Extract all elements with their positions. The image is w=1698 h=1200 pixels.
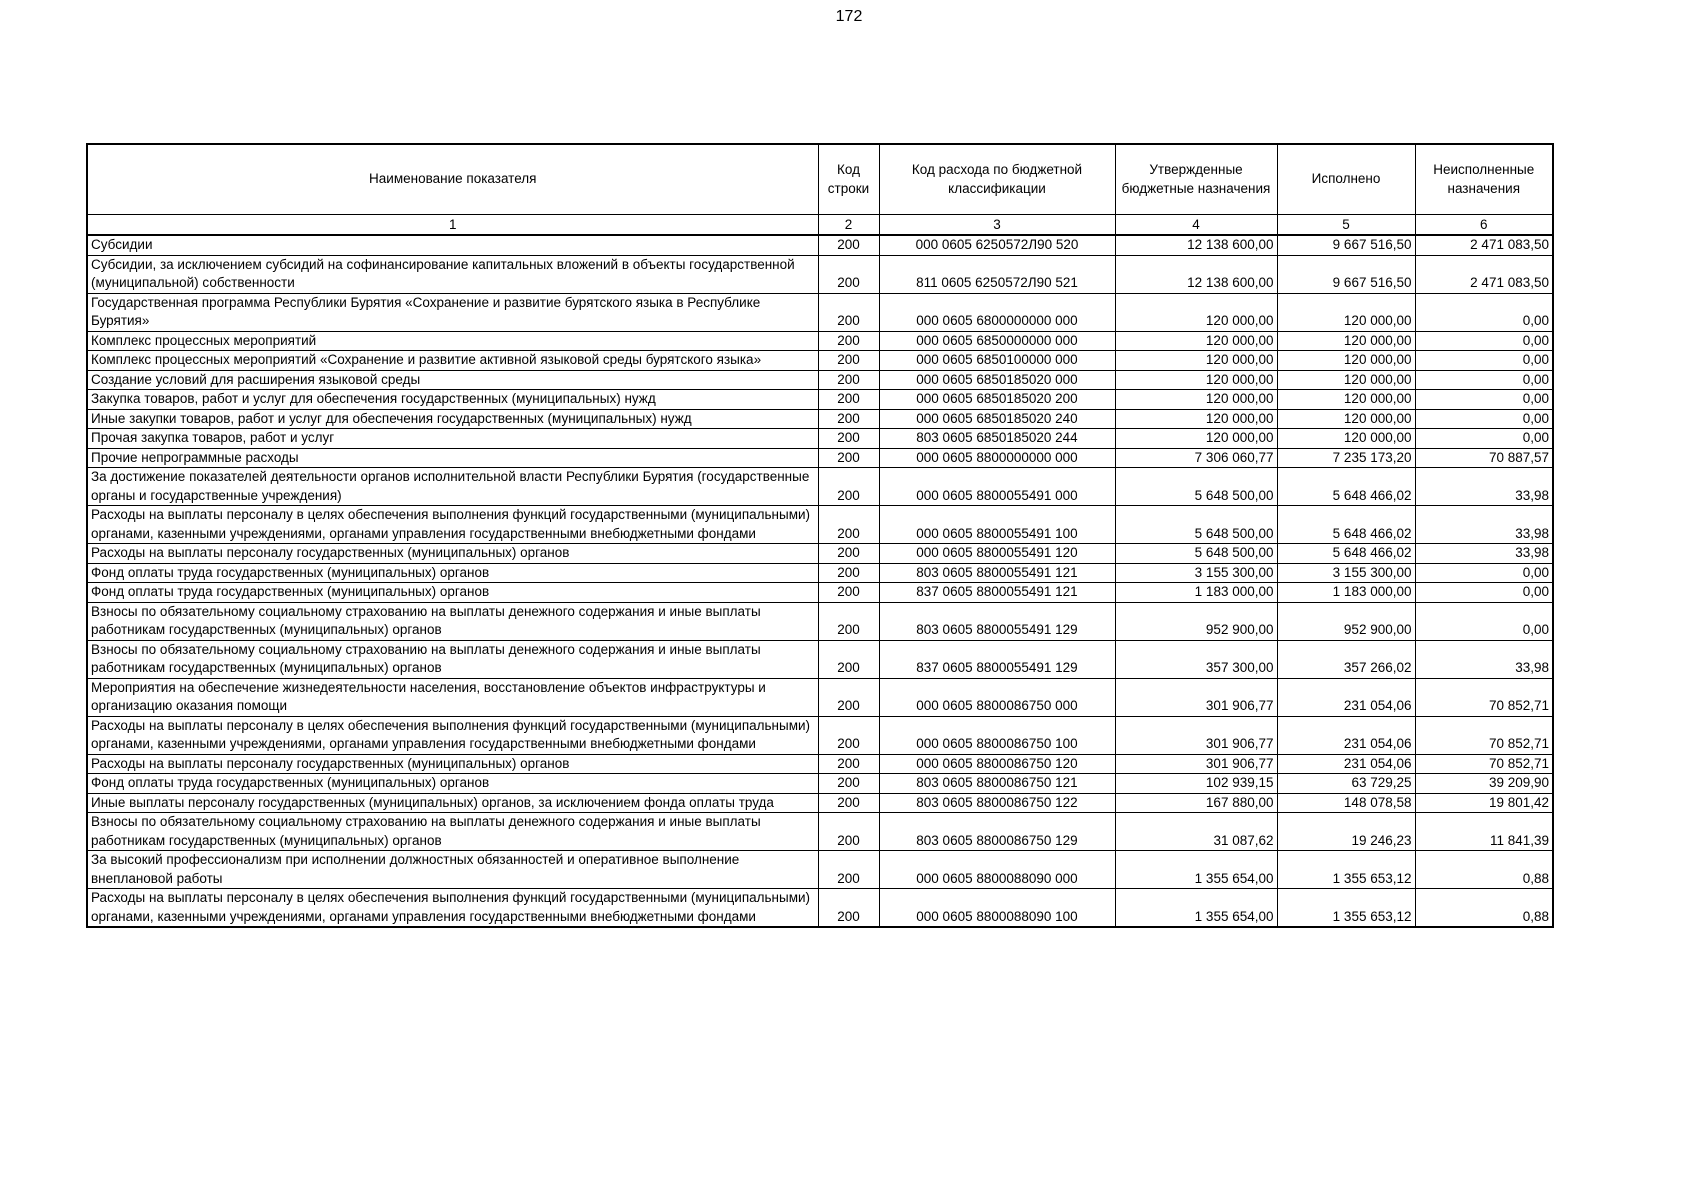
- indicator-name: Мероприятия на обеспечение жизнедеятельности населения, восстановление объектов инфраструктуры и организацию оказания помощи: [87, 678, 818, 716]
- unexecuted-amount: 11 841,39: [1415, 813, 1553, 851]
- executed-amount: 19 246,23: [1277, 813, 1415, 851]
- table-row: [87, 793, 1553, 813]
- unexecuted-amount: 0,00: [1415, 583, 1553, 603]
- header-budget-classification: Код расхода по бюджетной классификации: [879, 144, 1115, 215]
- budget-classification-code: 000 0605 6800000000 000: [879, 293, 1115, 331]
- indicator-name: Расходы на выплаты персоналу в целях обеспечения выполнения функций государственными (муниципальными) органами, казенными учреждениями, органами управления государственными внебюджетными фондами: [87, 716, 818, 754]
- table-row: [87, 813, 1553, 851]
- table-row: [87, 429, 1553, 449]
- budget-classification-code: 000 0605 8800055491 120: [879, 544, 1115, 564]
- table-row: [87, 409, 1553, 429]
- indicator-name: Расходы на выплаты персоналу в целях обеспечения выполнения функций государственными (муниципальными) органами, казенными учреждениями, органами управления государственными внебюджетными фондами: [87, 506, 818, 544]
- header-unexecuted: Неисполненные назначения: [1415, 144, 1553, 215]
- table-row: [87, 370, 1553, 390]
- budget-classification-code: 000 0605 8800086750 100: [879, 716, 1115, 754]
- approved-amount: 357 300,00: [1115, 640, 1277, 678]
- column-number-row: [87, 215, 1553, 236]
- indicator-name: За высокий профессионализм при исполнении должностных обязанностей и оперативное выполнение внеплановой работы: [87, 851, 818, 889]
- approved-amount: 167 880,00: [1115, 793, 1277, 813]
- unexecuted-amount: 2 471 083,50: [1415, 235, 1553, 255]
- table-row: [87, 506, 1553, 544]
- header-approved: Утвержденные бюджетные назначения: [1115, 144, 1277, 215]
- unexecuted-amount: 0,00: [1415, 293, 1553, 331]
- row-code: 200: [818, 563, 879, 583]
- indicator-name: Субсидии, за исключением субсидий на софинансирование капитальных вложений в объекты государственной (муниципальной) собственности: [87, 255, 818, 293]
- unexecuted-amount: 70 852,71: [1415, 754, 1553, 774]
- row-code: 200: [818, 813, 879, 851]
- row-code: 200: [818, 255, 879, 293]
- executed-amount: 120 000,00: [1277, 331, 1415, 351]
- unexecuted-amount: 2 471 083,50: [1415, 255, 1553, 293]
- table-row: [87, 255, 1553, 293]
- budget-classification-code: 000 0605 8800000000 000: [879, 448, 1115, 468]
- table-row: [87, 468, 1553, 506]
- budget-classification-code: 000 0605 8800055491 000: [879, 468, 1115, 506]
- indicator-name: Иные выплаты персоналу государственных (муниципальных) органов, за исключением фонда оплаты труда: [87, 793, 818, 813]
- executed-amount: 148 078,58: [1277, 793, 1415, 813]
- indicator-name: Фонд оплаты труда государственных (муниципальных) органов: [87, 583, 818, 603]
- unexecuted-amount: 70 887,57: [1415, 448, 1553, 468]
- header-indicator-name: Наименование показателя: [87, 144, 818, 215]
- budget-classification-code: 803 0605 8800086750 129: [879, 813, 1115, 851]
- header-executed: Исполнено: [1277, 144, 1415, 215]
- unexecuted-amount: 0,00: [1415, 351, 1553, 371]
- unexecuted-amount: 70 852,71: [1415, 716, 1553, 754]
- column-number: 4: [1115, 215, 1277, 236]
- indicator-name: Расходы на выплаты персоналу в целях обеспечения выполнения функций государственными (муниципальными) органами, казенными учреждениями, органами управления государственными внебюджетными фондами: [87, 889, 818, 928]
- table-row: [87, 716, 1553, 754]
- executed-amount: 5 648 466,02: [1277, 544, 1415, 564]
- executed-amount: 231 054,06: [1277, 716, 1415, 754]
- budget-classification-code: 000 0605 8800088090 100: [879, 889, 1115, 928]
- indicator-name: Взносы по обязательному социальному страхованию на выплаты денежного содержания и иные выплаты работникам государственных (муниципальных) органов: [87, 813, 818, 851]
- indicator-name: Субсидии: [87, 235, 818, 255]
- executed-amount: 3 155 300,00: [1277, 563, 1415, 583]
- table-row: [87, 351, 1553, 371]
- approved-amount: 12 138 600,00: [1115, 255, 1277, 293]
- executed-amount: 1 355 653,12: [1277, 851, 1415, 889]
- budget-execution-table: [86, 143, 1554, 928]
- unexecuted-amount: 70 852,71: [1415, 678, 1553, 716]
- approved-amount: 120 000,00: [1115, 331, 1277, 351]
- table-row: [87, 390, 1553, 410]
- indicator-name: Прочая закупка товаров, работ и услуг: [87, 429, 818, 449]
- unexecuted-amount: 0,00: [1415, 429, 1553, 449]
- approved-amount: 12 138 600,00: [1115, 235, 1277, 255]
- indicator-name: Взносы по обязательному социальному страхованию на выплаты денежного содержания и иные выплаты работникам государственных (муниципальных) органов: [87, 640, 818, 678]
- row-code: 200: [818, 448, 879, 468]
- row-code: 200: [818, 602, 879, 640]
- executed-amount: 231 054,06: [1277, 678, 1415, 716]
- row-code: 200: [818, 370, 879, 390]
- approved-amount: 120 000,00: [1115, 293, 1277, 331]
- budget-classification-code: 803 0605 8800055491 121: [879, 563, 1115, 583]
- indicator-name: Прочие непрограммные расходы: [87, 448, 818, 468]
- approved-amount: 301 906,77: [1115, 754, 1277, 774]
- executed-amount: 120 000,00: [1277, 409, 1415, 429]
- table-header-row: [87, 144, 1553, 215]
- approved-amount: 5 648 500,00: [1115, 544, 1277, 564]
- indicator-name: За достижение показателей деятельности органов исполнительной власти Республики Бурятия (государственные органы и государственные учреждения): [87, 468, 818, 506]
- column-number: 5: [1277, 215, 1415, 236]
- row-code: 200: [818, 774, 879, 794]
- approved-amount: 5 648 500,00: [1115, 468, 1277, 506]
- indicator-name: Взносы по обязательному социальному страхованию на выплаты денежного содержания и иные выплаты работникам государственных (муниципальных) органов: [87, 602, 818, 640]
- row-code: 200: [818, 889, 879, 928]
- row-code: 200: [818, 390, 879, 410]
- budget-classification-code: 000 0605 6850100000 000: [879, 351, 1115, 371]
- approved-amount: 1 355 654,00: [1115, 889, 1277, 928]
- executed-amount: 120 000,00: [1277, 351, 1415, 371]
- budget-classification-code: 000 0605 6850185020 200: [879, 390, 1115, 410]
- table-row: [87, 640, 1553, 678]
- page-number: 172: [835, 8, 863, 25]
- executed-amount: 120 000,00: [1277, 370, 1415, 390]
- approved-amount: 952 900,00: [1115, 602, 1277, 640]
- executed-amount: 63 729,25: [1277, 774, 1415, 794]
- row-code: 200: [818, 583, 879, 603]
- approved-amount: 301 906,77: [1115, 716, 1277, 754]
- table-row: [87, 889, 1553, 928]
- row-code: 200: [818, 506, 879, 544]
- budget-classification-code: 803 0605 8800055491 129: [879, 602, 1115, 640]
- row-code: 200: [818, 640, 879, 678]
- table-row: [87, 678, 1553, 716]
- approved-amount: 1 183 000,00: [1115, 583, 1277, 603]
- executed-amount: 1 183 000,00: [1277, 583, 1415, 603]
- unexecuted-amount: 0,88: [1415, 889, 1553, 928]
- approved-amount: 31 087,62: [1115, 813, 1277, 851]
- executed-amount: 231 054,06: [1277, 754, 1415, 774]
- unexecuted-amount: 0,00: [1415, 563, 1553, 583]
- approved-amount: 301 906,77: [1115, 678, 1277, 716]
- unexecuted-amount: 0,00: [1415, 331, 1553, 351]
- indicator-name: Государственная программа Республики Бурятия «Сохранение и развитие бурятского языка в Республике Бурятия»: [87, 293, 818, 331]
- table-row: [87, 602, 1553, 640]
- approved-amount: 7 306 060,77: [1115, 448, 1277, 468]
- table-body: [87, 235, 1553, 927]
- unexecuted-amount: 0,00: [1415, 390, 1553, 410]
- approved-amount: 3 155 300,00: [1115, 563, 1277, 583]
- header-row-code: Код строки: [818, 144, 879, 215]
- indicator-name: Создание условий для расширения языковой среды: [87, 370, 818, 390]
- indicator-name: Иные закупки товаров, работ и услуг для обеспечения государственных (муниципальных) нужд: [87, 409, 818, 429]
- unexecuted-amount: 33,98: [1415, 468, 1553, 506]
- executed-amount: 5 648 466,02: [1277, 506, 1415, 544]
- row-code: 200: [818, 468, 879, 506]
- executed-amount: 357 266,02: [1277, 640, 1415, 678]
- table-row: [87, 851, 1553, 889]
- budget-classification-code: 000 0605 8800088090 000: [879, 851, 1115, 889]
- budget-classification-code: 811 0605 6250572Л90 521: [879, 255, 1115, 293]
- table-row: [87, 544, 1553, 564]
- approved-amount: 1 355 654,00: [1115, 851, 1277, 889]
- budget-classification-code: 000 0605 6250572Л90 520: [879, 235, 1115, 255]
- executed-amount: 7 235 173,20: [1277, 448, 1415, 468]
- column-number: 3: [879, 215, 1115, 236]
- unexecuted-amount: 0,88: [1415, 851, 1553, 889]
- unexecuted-amount: 19 801,42: [1415, 793, 1553, 813]
- row-code: 200: [818, 716, 879, 754]
- unexecuted-amount: 39 209,90: [1415, 774, 1553, 794]
- indicator-name: Закупка товаров, работ и услуг для обеспечения государственных (муниципальных) нужд: [87, 390, 818, 410]
- approved-amount: 120 000,00: [1115, 429, 1277, 449]
- indicator-name: Комплекс процессных мероприятий: [87, 331, 818, 351]
- row-code: 200: [818, 754, 879, 774]
- budget-classification-code: 000 0605 8800055491 100: [879, 506, 1115, 544]
- row-code: 200: [818, 409, 879, 429]
- table-row: [87, 754, 1553, 774]
- row-code: 200: [818, 429, 879, 449]
- unexecuted-amount: 0,00: [1415, 370, 1553, 390]
- row-code: 200: [818, 235, 879, 255]
- row-code: 200: [818, 544, 879, 564]
- executed-amount: 1 355 653,12: [1277, 889, 1415, 928]
- budget-classification-code: 000 0605 6850185020 000: [879, 370, 1115, 390]
- row-code: 200: [818, 851, 879, 889]
- budget-classification-code: 837 0605 8800055491 121: [879, 583, 1115, 603]
- table-row: [87, 331, 1553, 351]
- approved-amount: 5 648 500,00: [1115, 506, 1277, 544]
- approved-amount: 120 000,00: [1115, 409, 1277, 429]
- budget-classification-code: 000 0605 8800086750 120: [879, 754, 1115, 774]
- budget-classification-code: 803 0605 6850185020 244: [879, 429, 1115, 449]
- budget-classification-code: 000 0605 6850185020 240: [879, 409, 1115, 429]
- unexecuted-amount: 33,98: [1415, 640, 1553, 678]
- budget-classification-code: 803 0605 8800086750 122: [879, 793, 1115, 813]
- row-code: 200: [818, 793, 879, 813]
- executed-amount: 9 667 516,50: [1277, 235, 1415, 255]
- column-number: 1: [87, 215, 818, 236]
- column-number: 2: [818, 215, 879, 236]
- budget-classification-code: 000 0605 8800086750 000: [879, 678, 1115, 716]
- executed-amount: 120 000,00: [1277, 390, 1415, 410]
- row-code: 200: [818, 293, 879, 331]
- row-code: 200: [818, 331, 879, 351]
- unexecuted-amount: 33,98: [1415, 506, 1553, 544]
- indicator-name: Расходы на выплаты персоналу государственных (муниципальных) органов: [87, 754, 818, 774]
- unexecuted-amount: 33,98: [1415, 544, 1553, 564]
- table-row: [87, 563, 1553, 583]
- row-code: 200: [818, 351, 879, 371]
- budget-classification-code: 837 0605 8800055491 129: [879, 640, 1115, 678]
- executed-amount: 9 667 516,50: [1277, 255, 1415, 293]
- column-number: 6: [1415, 215, 1553, 236]
- table-row: [87, 774, 1553, 794]
- indicator-name: Фонд оплаты труда государственных (муниципальных) органов: [87, 563, 818, 583]
- approved-amount: 120 000,00: [1115, 390, 1277, 410]
- executed-amount: 120 000,00: [1277, 293, 1415, 331]
- table-row: [87, 235, 1553, 255]
- indicator-name: Фонд оплаты труда государственных (муниципальных) органов: [87, 774, 818, 794]
- table-row: [87, 293, 1553, 331]
- budget-classification-code: 000 0605 6850000000 000: [879, 331, 1115, 351]
- table-row: [87, 448, 1553, 468]
- table-row: [87, 583, 1553, 603]
- indicator-name: Расходы на выплаты персоналу государственных (муниципальных) органов: [87, 544, 818, 564]
- approved-amount: 120 000,00: [1115, 370, 1277, 390]
- approved-amount: 120 000,00: [1115, 351, 1277, 371]
- executed-amount: 120 000,00: [1277, 429, 1415, 449]
- approved-amount: 102 939,15: [1115, 774, 1277, 794]
- budget-classification-code: 803 0605 8800086750 121: [879, 774, 1115, 794]
- executed-amount: 952 900,00: [1277, 602, 1415, 640]
- indicator-name: Комплекс процессных мероприятий «Сохранение и развитие активной языковой среды бурятского языка»: [87, 351, 818, 371]
- row-code: 200: [818, 678, 879, 716]
- unexecuted-amount: 0,00: [1415, 409, 1553, 429]
- unexecuted-amount: 0,00: [1415, 602, 1553, 640]
- executed-amount: 5 648 466,02: [1277, 468, 1415, 506]
